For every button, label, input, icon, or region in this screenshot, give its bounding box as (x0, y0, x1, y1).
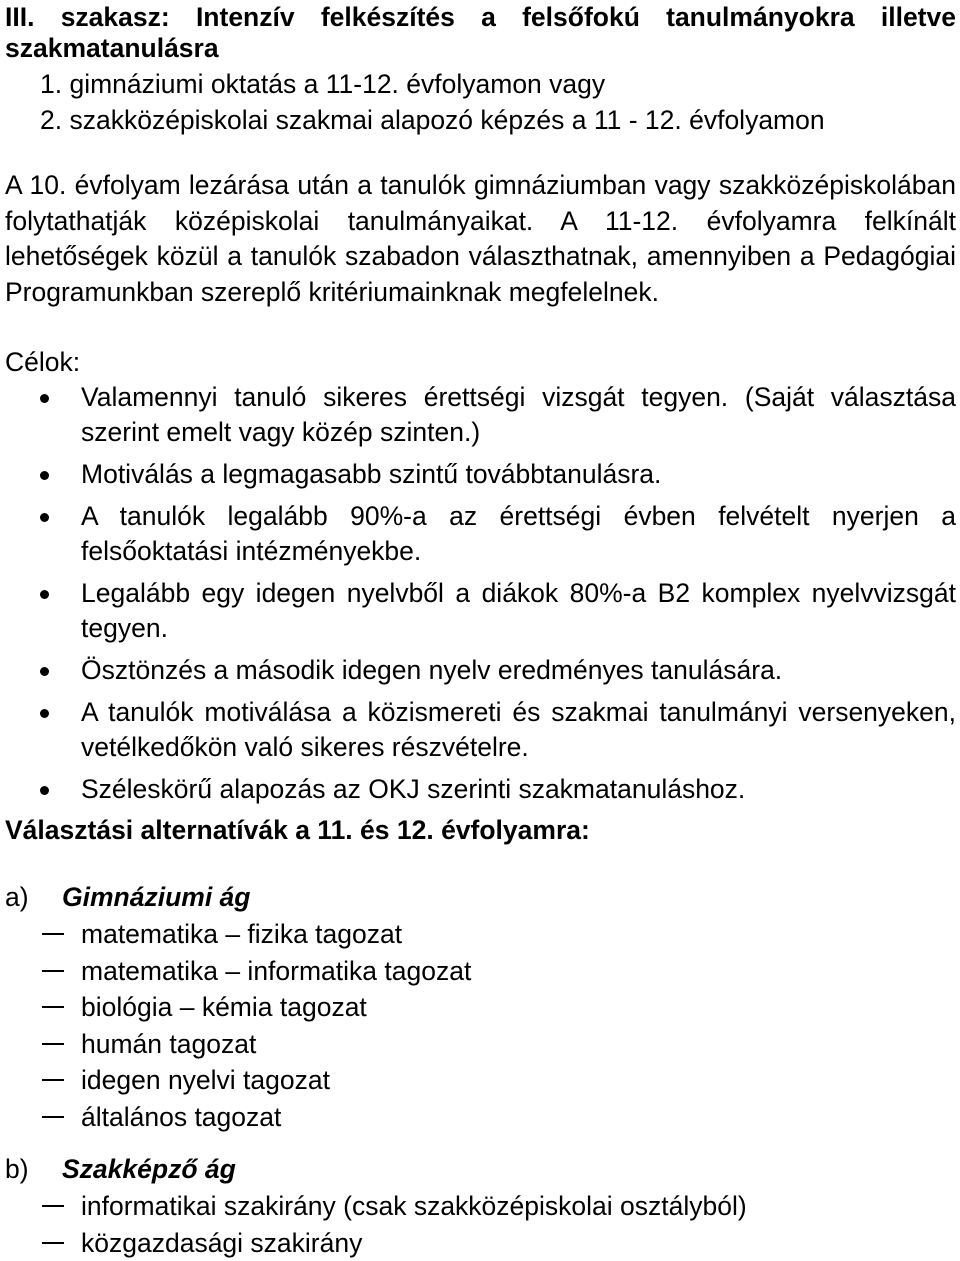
section-title-line1: III. szakasz: Intenzív felkészítés a felsőfokú tanulmányokra illetve (5, 2, 956, 32)
goal-item (0, 380, 956, 450)
branch-a-item-text: matematika – informatika tagozat (81, 955, 472, 986)
alternatives-heading: Választási alternatívák a 11. és 12. évfolyamra: (5, 815, 590, 845)
branch-a-item-text: idegen nyelvi tagozat (81, 1065, 330, 1095)
section-option-2: 2. szakközépiskolai szakmai alapozó képzés a 11 - 12. évfolyamon (40, 105, 825, 135)
bullet-dot-icon (40, 786, 49, 795)
dash-icon (42, 1116, 64, 1118)
section-title-line2: szakmatanulásra (5, 33, 219, 63)
branch-a-item (0, 1026, 471, 1063)
section-options-list (40, 66, 825, 138)
branch-b-letter: b) (5, 1154, 29, 1184)
branch-b-title: Szakképző ág (62, 1154, 236, 1184)
dash-icon (42, 1079, 64, 1081)
goal-text: A tanulók legalább 90%-a az érettségi évben felvételt nyerjen a felsőoktatási intézményekbe. (81, 501, 956, 566)
branch-a-title: Gimnáziumi ág (62, 882, 251, 912)
branch-a-item (0, 989, 471, 1026)
goal-item (0, 695, 956, 765)
dash-icon (42, 1205, 64, 1207)
branch-b-heading (5, 1151, 236, 1187)
bullet-dot-icon (40, 513, 49, 522)
bullet-dot-icon (40, 667, 49, 676)
branch-a-item-text: matematika – fizika tagozat (81, 919, 403, 949)
branch-a-item-text: humán tagozat (81, 1028, 257, 1059)
bullet-dot-icon (40, 471, 49, 480)
goal-item (0, 499, 956, 569)
branch-a-item (0, 1062, 471, 1099)
branch-a-list (0, 916, 471, 1135)
goal-item (0, 576, 956, 646)
dash-icon (42, 933, 64, 935)
goal-text: Motiválás a legmagasabb szintű továbbtanulásra. (81, 459, 662, 489)
goal-text: Legalább egy idegen nyelvből a diákok 80%-a B2 komplex nyelvvizsgát tegyen. (81, 578, 956, 643)
goal-text: Ösztönzés a második idegen nyelv eredményes tanulására. (81, 655, 783, 685)
bullet-dot-icon (40, 590, 49, 599)
intro-paragraph: A 10. évfolyam lezárása után a tanulók gimnáziumban vagy szakközépiskolában folytathatják középiskolai tanulmányaikat. A 11-12. évfolyamra felkínált lehetőségek közül a tanulók szabadon választhatnak, amennyiben a Pedagógiai Programunkban szereplő kritériumainknak megfelelnek. (5, 170, 956, 307)
goals-list (0, 380, 956, 814)
dash-icon (42, 1242, 64, 1244)
branch-a-item (0, 953, 471, 990)
dash-icon (42, 1043, 64, 1045)
branch-a-item-text: biológia – kémia tagozat (81, 992, 367, 1022)
goal-text: A tanulók motiválása a közismereti és szakmai tanulmányi versenyeken, vetélkedőkön való sikeres részvételre. (81, 697, 956, 762)
goal-item (0, 457, 956, 492)
branch-b-item-text: informatikai szakirány (csak szakközépiskolai osztályból) (81, 1191, 747, 1221)
section-option-1: 1. gimnáziumi oktatás a 11-12. évfolyamon vagy (40, 69, 606, 99)
branch-a-item (0, 916, 471, 953)
goal-item (0, 653, 956, 688)
branch-b-item (0, 1188, 747, 1225)
branch-b-item (0, 1225, 747, 1261)
bullet-dot-icon (40, 394, 49, 403)
dash-icon (42, 970, 64, 972)
branch-a-letter: a) (5, 882, 29, 912)
goals-label: Célok: (5, 347, 81, 377)
branch-b-list (0, 1188, 747, 1261)
branch-a-item-text: általános tagozat (81, 1101, 282, 1132)
bullet-dot-icon (40, 709, 49, 718)
goal-text: Széleskörű alapozás az OKJ szerinti szakmatanuláshoz. (81, 774, 746, 804)
branch-b-item-text: közgazdasági szakirány (81, 1227, 363, 1258)
branch-a-heading (5, 879, 250, 915)
goal-text: Valamennyi tanuló sikeres érettségi vizsgát tegyen. (Saját választása szerint emelt vagy közép szinten.) (81, 382, 956, 447)
dash-icon (42, 1006, 64, 1008)
goal-item (0, 772, 956, 807)
branch-a-item (0, 1099, 471, 1136)
